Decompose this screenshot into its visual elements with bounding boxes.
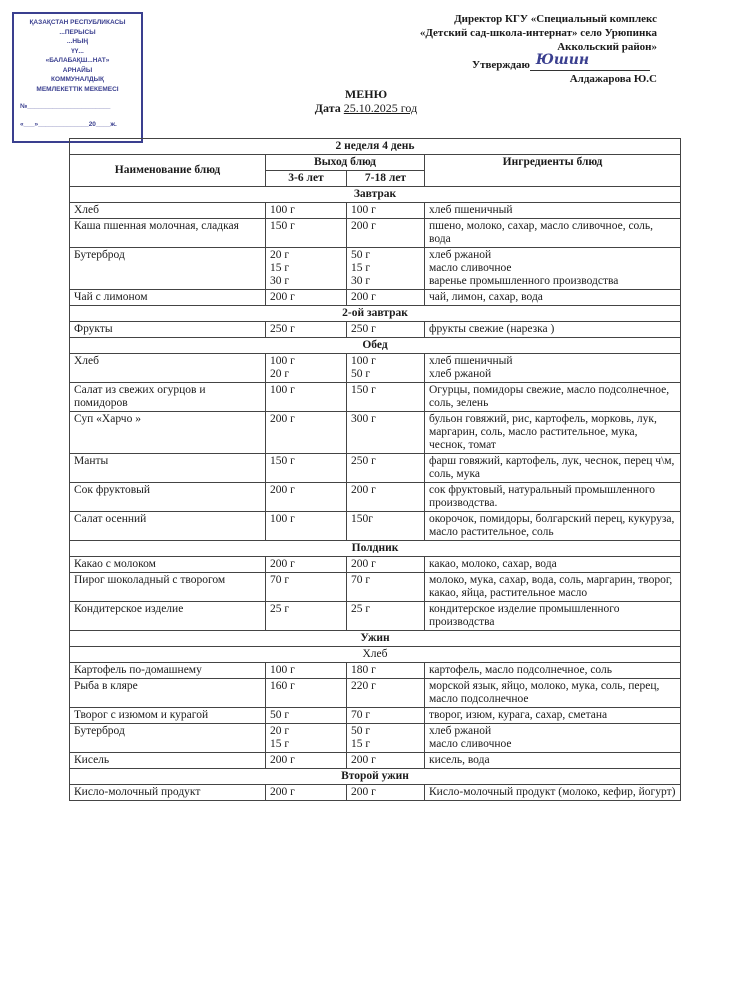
ingredients-cell bbox=[425, 573, 681, 602]
dish-name: Чай с лимоном bbox=[70, 290, 266, 306]
ingredients-cell bbox=[425, 679, 681, 708]
yield-7-18-cell bbox=[347, 557, 425, 573]
ingredients-cell bbox=[425, 203, 681, 219]
yield-7-18-cell bbox=[347, 785, 425, 801]
section-title: Завтрак bbox=[70, 187, 681, 203]
yield-3-6-value: 100 г bbox=[270, 384, 295, 396]
yield-3-6-cell bbox=[266, 219, 347, 248]
ingredients-value: хлеб ржаной bbox=[429, 249, 492, 261]
ingredients-cell bbox=[425, 663, 681, 679]
yield-3-6-value: 150 г bbox=[270, 220, 295, 232]
yield-7-18-value: 200 г bbox=[351, 291, 376, 303]
dish-name: Кисло-молочный продукт bbox=[70, 785, 266, 801]
yield-3-6-value: 200 г bbox=[270, 786, 295, 798]
dish-name: Манты bbox=[70, 454, 266, 483]
yield-3-6-cell bbox=[266, 248, 347, 290]
yield-7-18-value: 200 г bbox=[351, 786, 376, 798]
yield-3-6-value: 200 г bbox=[270, 484, 295, 496]
yield-7-18-value: 220 г bbox=[351, 680, 376, 692]
yield-7-18-value: 25 г bbox=[351, 603, 371, 615]
yield-7-18-value: 180 г bbox=[351, 664, 376, 676]
yield-3-6-value: 100 г bbox=[270, 355, 295, 367]
stamp-number: №_______________________ bbox=[20, 103, 111, 110]
dish-name: Рыба в кляре bbox=[70, 679, 266, 708]
dish-name: Салат осенний bbox=[70, 512, 266, 541]
ingredients-value: хлеб пшеничный bbox=[429, 355, 513, 367]
table-row bbox=[70, 753, 681, 769]
yield-7-18-value: 70 г bbox=[351, 574, 371, 586]
ingredients-value: бульон говяжий, рис, картофель, морковь, лук, маргарин, соль, масло растительное, мука, чеснок, томат bbox=[429, 413, 657, 451]
yield-3-6-value: 200 г bbox=[270, 558, 295, 570]
menu-date bbox=[0, 101, 732, 116]
yield-3-6-cell bbox=[266, 203, 347, 219]
section-title: Обед bbox=[70, 338, 681, 354]
yield-7-18-cell bbox=[347, 454, 425, 483]
yield-3-6-value: 100 г bbox=[270, 513, 295, 525]
ingredients-cell bbox=[425, 354, 681, 383]
section-subtitle: Хлеб bbox=[70, 647, 681, 663]
yield-7-18-value: 50 г bbox=[351, 249, 371, 261]
col-ingredients-header: Ингредиенты блюд bbox=[425, 155, 681, 187]
dish-name: Салат из свежих огурцов и помидоров bbox=[70, 383, 266, 412]
date-label: Дата bbox=[314, 101, 341, 115]
yield-3-6-value: 20 г bbox=[270, 249, 290, 261]
section-header bbox=[70, 769, 681, 785]
yield-3-6-value: 200 г bbox=[270, 754, 295, 766]
stamp-line: ҮҮ... bbox=[71, 47, 84, 55]
dish-name: Кондитерское изделие bbox=[70, 602, 266, 631]
col-yield-header: Выход блюд bbox=[266, 155, 425, 171]
menu-table bbox=[69, 138, 681, 801]
ingredients-cell bbox=[425, 290, 681, 306]
yield-3-6-value: 100 г bbox=[270, 664, 295, 676]
table-row bbox=[70, 512, 681, 541]
table-row bbox=[70, 483, 681, 512]
approval-block bbox=[472, 52, 650, 71]
yield-7-18-value: 150г bbox=[351, 513, 373, 525]
table-row bbox=[70, 708, 681, 724]
section-header bbox=[70, 338, 681, 354]
yield-7-18-cell bbox=[347, 679, 425, 708]
dish-name: Сок фруктовый bbox=[70, 483, 266, 512]
ingredients-cell bbox=[425, 724, 681, 753]
yield-7-18-cell bbox=[347, 573, 425, 602]
stamp-date: «___»______________20____ж. bbox=[20, 120, 117, 128]
yield-7-18-value: 200 г bbox=[351, 754, 376, 766]
yield-3-6-cell bbox=[266, 454, 347, 483]
yield-7-18-value: 30 г bbox=[351, 275, 371, 287]
ingredients-cell bbox=[425, 785, 681, 801]
yield-7-18-value: 100 г bbox=[351, 355, 376, 367]
table-row bbox=[70, 322, 681, 338]
yield-3-6-cell bbox=[266, 512, 347, 541]
date-value: 25.10.2025 год bbox=[343, 101, 418, 115]
ingredients-cell bbox=[425, 454, 681, 483]
yield-7-18-cell bbox=[347, 708, 425, 724]
ingredients-value: варенье промышленного производства bbox=[429, 275, 619, 287]
yield-3-6-value: 15 г bbox=[270, 262, 290, 274]
table-row bbox=[70, 724, 681, 753]
yield-7-18-value: 100 г bbox=[351, 204, 376, 216]
ingredients-value: масло сливочное bbox=[429, 262, 512, 274]
yield-7-18-value: 250 г bbox=[351, 323, 376, 335]
signature-line bbox=[530, 52, 650, 71]
yield-3-6-value: 150 г bbox=[270, 455, 295, 467]
ingredients-value: картофель, масло подсолнечное, соль bbox=[429, 664, 613, 676]
ingredients-cell bbox=[425, 753, 681, 769]
stamp-line: АРНАЙЫ bbox=[62, 66, 93, 74]
ingredients-cell bbox=[425, 483, 681, 512]
ingredients-cell bbox=[425, 219, 681, 248]
yield-3-6-cell bbox=[266, 724, 347, 753]
ingredients-value: хлеб пшеничный bbox=[429, 204, 513, 216]
yield-3-6-value: 70 г bbox=[270, 574, 290, 586]
yield-3-6-cell bbox=[266, 354, 347, 383]
dish-name: Какао с молоком bbox=[70, 557, 266, 573]
director-line-2: «Детский сад-школа-интернат» село Урюпинка bbox=[419, 27, 657, 39]
dish-name: Суп «Харчо » bbox=[70, 412, 266, 454]
dish-name: Пирог шоколадный с творогом bbox=[70, 573, 266, 602]
ingredients-value: фарш говяжий, картофель, лук, чеснок, перец ч\м, соль, мука bbox=[429, 455, 675, 480]
stamp-line: ...ПЕРЫСЫ bbox=[59, 28, 96, 36]
ingredients-value: морской язык, яйцо, молоко, мука, соль, перец, масло подсолнечное bbox=[429, 680, 660, 705]
official-stamp bbox=[12, 12, 143, 143]
section-subheader bbox=[70, 647, 681, 663]
col-age-3-6-header: 3-6 лет bbox=[266, 171, 347, 187]
yield-3-6-value: 100 г bbox=[270, 204, 295, 216]
ingredients-value: хлеб ржаной bbox=[429, 368, 492, 380]
ingredients-cell bbox=[425, 708, 681, 724]
yield-3-6-value: 160 г bbox=[270, 680, 295, 692]
stamp-line: ҚАЗАҚСТАН РЕСПУБЛИКАСЫ bbox=[29, 19, 126, 26]
section-header bbox=[70, 631, 681, 647]
table-row bbox=[70, 219, 681, 248]
ingredients-value: кисель, вода bbox=[429, 754, 490, 766]
stamp-line: ...НЫҢ bbox=[66, 38, 89, 45]
ingredients-value: Огурцы, помидоры свежие, масло подсолнечное, соль, зелень bbox=[429, 384, 670, 409]
yield-3-6-cell bbox=[266, 483, 347, 512]
ingredients-value: чай, лимон, сахар, вода bbox=[429, 291, 543, 303]
table-row bbox=[70, 248, 681, 290]
yield-7-18-value: 200 г bbox=[351, 484, 376, 496]
yield-3-6-cell bbox=[266, 753, 347, 769]
ingredients-value: фрукты свежие (нарезка ) bbox=[429, 323, 555, 335]
section-title: Полдник bbox=[70, 541, 681, 557]
yield-7-18-value: 200 г bbox=[351, 558, 376, 570]
yield-3-6-cell bbox=[266, 708, 347, 724]
ingredients-value: Кисло-молочный продукт (молоко, кефир, йогурт) bbox=[429, 786, 676, 798]
yield-7-18-cell bbox=[347, 219, 425, 248]
yield-3-6-cell bbox=[266, 412, 347, 454]
ingredients-value: какао, молоко, сахар, вода bbox=[429, 558, 557, 570]
dish-name: Кисель bbox=[70, 753, 266, 769]
yield-3-6-value: 15 г bbox=[270, 738, 290, 750]
ingredients-value: пшено, молоко, сахар, масло сливочное, соль, вода bbox=[429, 220, 654, 245]
yield-7-18-value: 50 г bbox=[351, 368, 371, 380]
ingredients-value: окорочок, помидоры, болгарский перец, кукуруза, масло растительное, соль bbox=[429, 513, 675, 538]
yield-7-18-cell bbox=[347, 602, 425, 631]
ingredients-value: молоко, мука, сахар, вода, соль, маргарин, творог, какао, яйца, растительное масло bbox=[429, 574, 673, 599]
yield-3-6-cell bbox=[266, 602, 347, 631]
yield-7-18-cell bbox=[347, 412, 425, 454]
ingredients-cell bbox=[425, 557, 681, 573]
yield-7-18-value: 300 г bbox=[351, 413, 376, 425]
dish-name: Творог с изюмом и курагой bbox=[70, 708, 266, 724]
section-header bbox=[70, 541, 681, 557]
table-row bbox=[70, 679, 681, 708]
stamp-line: КОММУНАЛДЫҚ bbox=[51, 76, 104, 83]
yield-7-18-cell bbox=[347, 203, 425, 219]
dish-name: Картофель по-домашнему bbox=[70, 663, 266, 679]
ingredients-value: сок фруктовый, натуральный промышленного производства. bbox=[429, 484, 656, 509]
yield-7-18-cell bbox=[347, 354, 425, 383]
yield-7-18-cell bbox=[347, 753, 425, 769]
approve-label: Утверждаю bbox=[472, 59, 530, 71]
ingredients-cell bbox=[425, 322, 681, 338]
dish-name: Бутерброд bbox=[70, 248, 266, 290]
yield-3-6-value: 20 г bbox=[270, 368, 290, 380]
table-row bbox=[70, 203, 681, 219]
yield-3-6-cell bbox=[266, 290, 347, 306]
dish-name: Каша пшенная молочная, сладкая bbox=[70, 219, 266, 248]
ingredients-cell bbox=[425, 248, 681, 290]
yield-7-18-cell bbox=[347, 663, 425, 679]
yield-3-6-value: 50 г bbox=[270, 709, 290, 721]
section-header bbox=[70, 187, 681, 203]
yield-7-18-value: 250 г bbox=[351, 455, 376, 467]
ingredients-cell bbox=[425, 383, 681, 412]
dish-name: Фрукты bbox=[70, 322, 266, 338]
yield-7-18-cell bbox=[347, 724, 425, 753]
yield-3-6-cell bbox=[266, 663, 347, 679]
yield-3-6-value: 250 г bbox=[270, 323, 295, 335]
director-line-1: Директор КГУ «Специальный комплекс bbox=[454, 13, 657, 25]
period-header: 2 неделя 4 день bbox=[70, 139, 681, 155]
col-name-header: Наименование блюд bbox=[70, 155, 266, 187]
signature: Юшин bbox=[535, 52, 590, 68]
ingredients-cell bbox=[425, 412, 681, 454]
approver-name: Алдажарова Ю.С bbox=[569, 73, 657, 85]
yield-3-6-cell bbox=[266, 679, 347, 708]
ingredients-cell bbox=[425, 512, 681, 541]
stamp-line: МЕМЛЕКЕТТІК МЕКЕМЕСІ bbox=[36, 85, 119, 93]
director-header bbox=[420, 12, 657, 54]
ingredients-cell bbox=[425, 602, 681, 631]
yield-7-18-cell bbox=[347, 512, 425, 541]
stamp-line: «БАЛАБАҚШ...НАТ» bbox=[45, 57, 110, 64]
director-line-3: Аккольский район» bbox=[557, 41, 657, 53]
table-row bbox=[70, 290, 681, 306]
menu-body bbox=[70, 187, 681, 801]
yield-3-6-cell bbox=[266, 557, 347, 573]
table-row bbox=[70, 573, 681, 602]
yield-3-6-cell bbox=[266, 573, 347, 602]
yield-7-18-value: 15 г bbox=[351, 262, 371, 274]
yield-3-6-value: 30 г bbox=[270, 275, 290, 287]
dish-name: Хлеб bbox=[70, 354, 266, 383]
ingredients-value: кондитерское изделие промышленного производства bbox=[429, 603, 620, 628]
yield-7-18-cell bbox=[347, 248, 425, 290]
dish-name: Бутерброд bbox=[70, 724, 266, 753]
table-row bbox=[70, 383, 681, 412]
yield-3-6-value: 20 г bbox=[270, 725, 290, 737]
table-row bbox=[70, 412, 681, 454]
section-title: Второй ужин bbox=[70, 769, 681, 785]
section-title: 2-ой завтрак bbox=[70, 306, 681, 322]
ingredients-value: творог, изюм, курага, сахар, сметана bbox=[429, 709, 608, 721]
yield-3-6-cell bbox=[266, 322, 347, 338]
table-row bbox=[70, 454, 681, 483]
section-header bbox=[70, 306, 681, 322]
section-title: Ужин bbox=[70, 631, 681, 647]
table-row bbox=[70, 785, 681, 801]
table-row bbox=[70, 354, 681, 383]
yield-7-18-value: 50 г bbox=[351, 725, 371, 737]
yield-3-6-cell bbox=[266, 785, 347, 801]
yield-3-6-cell bbox=[266, 383, 347, 412]
table-row bbox=[70, 602, 681, 631]
ingredients-value: хлеб ржаной bbox=[429, 725, 492, 737]
yield-3-6-value: 200 г bbox=[270, 291, 295, 303]
yield-3-6-value: 25 г bbox=[270, 603, 290, 615]
ingredients-value: масло сливочное bbox=[429, 738, 512, 750]
yield-7-18-cell bbox=[347, 383, 425, 412]
table-row bbox=[70, 663, 681, 679]
yield-7-18-cell bbox=[347, 483, 425, 512]
col-age-7-18-header: 7-18 лет bbox=[347, 171, 425, 187]
yield-7-18-cell bbox=[347, 290, 425, 306]
table-row bbox=[70, 557, 681, 573]
yield-3-6-value: 200 г bbox=[270, 413, 295, 425]
yield-7-18-value: 200 г bbox=[351, 220, 376, 232]
dish-name: Хлеб bbox=[70, 203, 266, 219]
yield-7-18-cell bbox=[347, 322, 425, 338]
page-title: МЕНЮ bbox=[344, 87, 388, 101]
yield-7-18-value: 15 г bbox=[351, 738, 371, 750]
yield-7-18-value: 70 г bbox=[351, 709, 371, 721]
yield-7-18-value: 150 г bbox=[351, 384, 376, 396]
